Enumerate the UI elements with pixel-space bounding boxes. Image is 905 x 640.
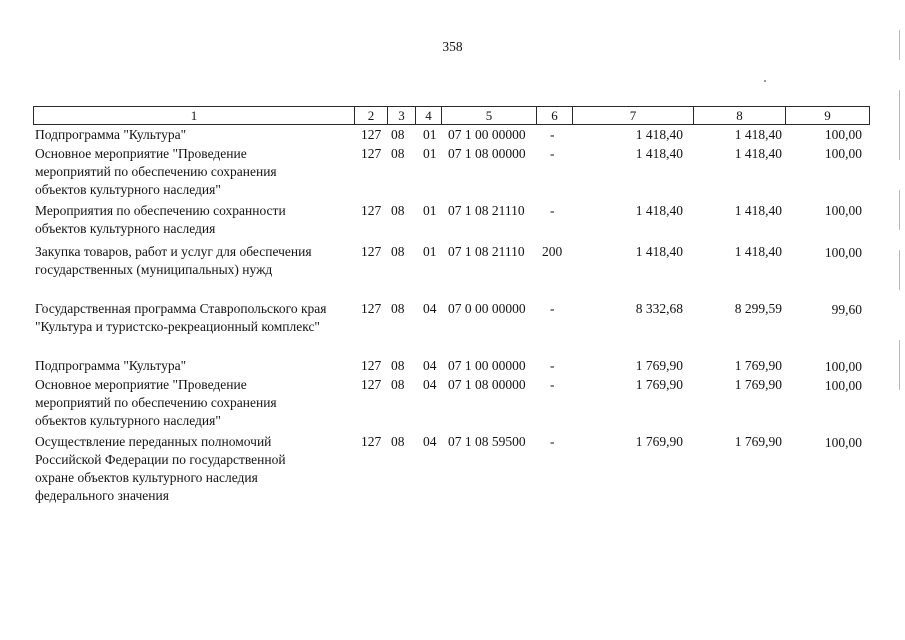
cell-c2: 127 — [361, 301, 382, 316]
header-cell: 3 — [388, 107, 416, 124]
cell-c3: 08 — [391, 301, 405, 316]
cell-c9: 100,00 — [824, 359, 862, 374]
cell-c9: 100,00 — [824, 378, 862, 393]
row-name: Осуществление переданных полномочий Российской Федерации по государственной охране объектов культурного наследия федерального значения — [35, 434, 286, 503]
cell-c5: 07 1 08 00000 — [448, 146, 526, 161]
cell-c6: - — [550, 146, 555, 161]
cell-c2: 127 — [361, 127, 382, 142]
cell-c8: 1 769,90 — [734, 358, 782, 373]
row-name: Государственная программа Ставропольского края "Культура и туристско-рекреационный комплекс" — [35, 301, 327, 334]
cell-c3: 08 — [391, 146, 405, 161]
cell-c9: 100,00 — [824, 435, 862, 450]
cell-c3: 08 — [391, 203, 405, 218]
cell-c5: 07 1 08 21110 — [448, 203, 525, 218]
cell-c2: 127 — [361, 244, 382, 259]
cell-c6: - — [550, 358, 555, 373]
header-cell: 4 — [416, 107, 442, 124]
header-cell: 9 — [824, 108, 831, 123]
cell-c3: 08 — [391, 358, 405, 373]
cell-c8: 1 418,40 — [734, 146, 782, 161]
scan-edge-mark — [899, 250, 900, 290]
row-name: Подпрограмма "Культура" — [35, 127, 187, 142]
cell-c7: 1 418,40 — [635, 146, 683, 161]
cell-c4: 04 — [423, 377, 437, 392]
cell-c2: 127 — [361, 203, 382, 218]
cell-c8: 1 769,90 — [734, 377, 782, 392]
cell-c6: - — [550, 301, 555, 316]
cell-c5: 07 1 08 59500 — [448, 434, 526, 449]
row-name: Подпрограмма "Культура" — [35, 358, 187, 373]
cell-c7: 1 769,90 — [635, 358, 683, 373]
cell-c4: 04 — [423, 301, 437, 316]
cell-c6: - — [550, 203, 555, 218]
cell-c9: 100,00 — [824, 203, 862, 218]
cell-c3: 08 — [391, 127, 405, 142]
scan-edge-mark — [899, 340, 900, 390]
cell-c9: 100,00 — [824, 146, 862, 161]
table-header-row — [33, 106, 870, 125]
cell-c7: 1 769,90 — [635, 377, 683, 392]
cell-c8: 1 418,40 — [734, 127, 782, 142]
page-number: 358 — [442, 39, 463, 54]
header-cell: 8 — [694, 107, 786, 124]
cell-c2: 127 — [361, 377, 382, 392]
scan-edge-mark — [899, 190, 900, 230]
cell-c2: 127 — [361, 358, 382, 373]
row-name: Основное мероприятие "Проведение мероприятий по обеспечению сохранения объектов культурного наследия" — [35, 377, 277, 428]
cell-c9: 100,00 — [824, 245, 862, 260]
cell-c7: 1 418,40 — [635, 244, 683, 259]
cell-c3: 08 — [391, 377, 405, 392]
cell-c7: 1 418,40 — [635, 127, 683, 142]
cell-c3: 08 — [391, 434, 405, 449]
scan-speck — [764, 80, 766, 82]
cell-c2: 127 — [361, 146, 382, 161]
cell-c5: 07 1 00 00000 — [448, 358, 526, 373]
header-cell: 7 — [573, 107, 694, 124]
cell-c4: 04 — [423, 434, 437, 449]
header-cell: 2 — [355, 107, 388, 124]
cell-c8: 1 418,40 — [734, 203, 782, 218]
cell-c6: - — [550, 127, 555, 142]
scan-edge-mark — [899, 90, 900, 160]
cell-c8: 1 418,40 — [734, 244, 782, 259]
row-name: Закупка товаров, работ и услуг для обеспечения государственных (муниципальных) нужд — [35, 244, 312, 277]
row-name: Мероприятия по обеспечению сохранности объектов культурного наследия — [35, 203, 286, 236]
cell-c7: 1 418,40 — [635, 203, 683, 218]
header-cell: 1 — [34, 107, 355, 124]
cell-c4: 01 — [423, 244, 437, 259]
cell-c4: 04 — [423, 358, 437, 373]
cell-c5: 07 0 00 00000 — [448, 301, 526, 316]
header-cell: 5 — [442, 107, 537, 124]
cell-c9: 99,60 — [831, 302, 862, 317]
cell-c6: 200 — [542, 244, 563, 259]
header-cell: 6 — [537, 107, 573, 124]
cell-c4: 01 — [423, 146, 437, 161]
cell-c7: 8 332,68 — [635, 301, 683, 316]
cell-c5: 07 1 08 21110 — [448, 244, 525, 259]
cell-c5: 07 1 00 00000 — [448, 127, 526, 142]
cell-c5: 07 1 08 00000 — [448, 377, 526, 392]
cell-c8: 1 769,90 — [734, 434, 782, 449]
cell-c4: 01 — [423, 203, 437, 218]
cell-c6: - — [550, 434, 555, 449]
row-name: Основное мероприятие "Проведение мероприятий по обеспечению сохранения объектов культурного наследия" — [35, 146, 277, 197]
cell-c6: - — [550, 377, 555, 392]
cell-c7: 1 769,90 — [635, 434, 683, 449]
cell-c2: 127 — [361, 434, 382, 449]
cell-c8: 8 299,59 — [734, 301, 782, 316]
cell-c4: 01 — [423, 127, 437, 142]
cell-c9: 100,00 — [824, 127, 862, 142]
cell-c3: 08 — [391, 244, 405, 259]
